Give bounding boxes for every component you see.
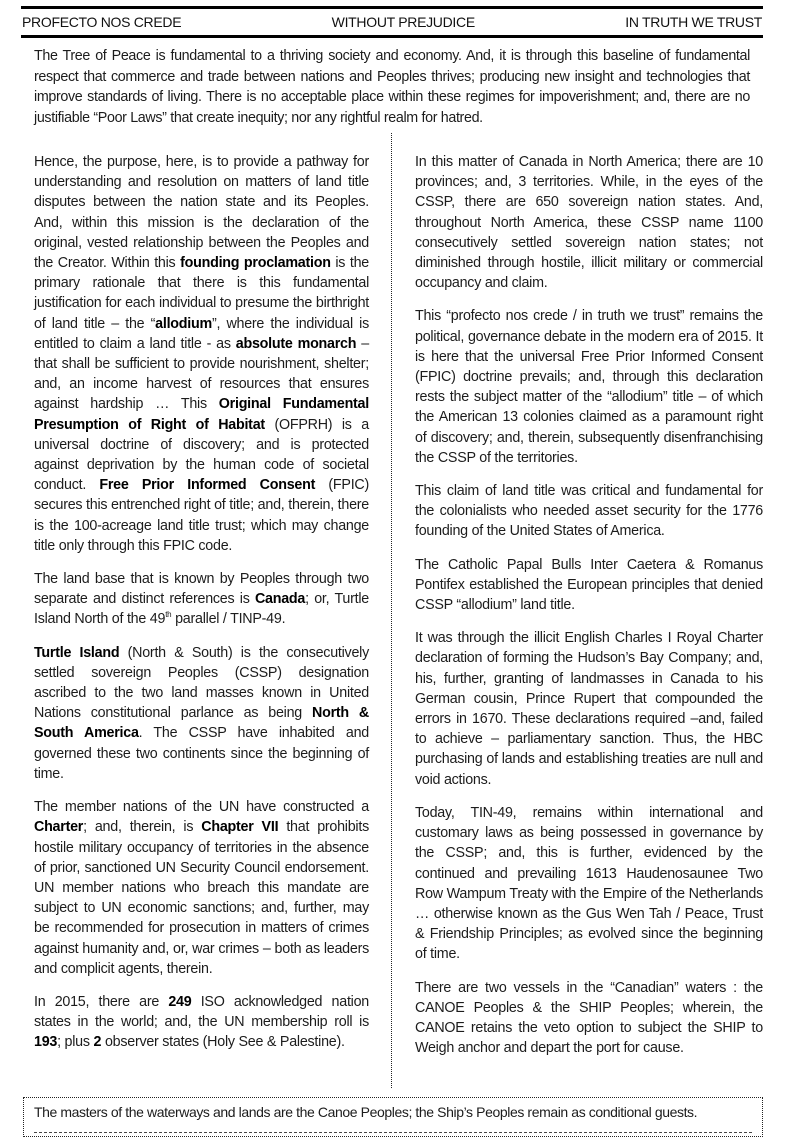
right-paragraph-6: Today, TIN-49, remains within international and customary laws as being possessed in governance by the CSSP; and, this is further, evidenced by the continued and prevailing 1613 Haudenosaunee Two Row Wampum Treaty with the Empire of the Netherlands … otherwise known as the Gus Wen Tah / Peace, Trust & Friendship Principles; as evolved since the beginning of time. [415,804,763,963]
bold-term: founding proclamation [180,255,331,272]
bold-term: allodium [155,315,212,332]
header-right-motto: IN TRUTH WE TRUST [625,14,762,30]
header-left-motto: PROFECTO NOS CREDE [22,14,182,30]
left-paragraph-5: In 2015, there are 249 ISO acknowledged nation states in the world; and, the UN membership roll is 193; plus 2 observer states (Holy See & Palestine). [34,993,369,1051]
bold-term: Charter [34,819,84,836]
right-paragraph-2: This “profecto nos crede / in truth we trust” remains the political, governance debate in the modern era of 2015. It is here that the universal Free Prior Informed Consent (FPIC) doctrine prevails; and, through this declaration rests the subject matter of the “allodium” title – of which the American 13 colonies claimed as a paramount right of discovery; and, therein, subsequently disenfranchising the CSSP of the territories. [415,308,763,466]
column-divider [391,133,392,1088]
intro-paragraph: The Tree of Peace is fundamental to a thriving society and economy. And, it is through this baseline of fundamental respect that commerce and trade between nations and Peoples thrives; producing new insight and technologies that improve standards of living. There is no acceptable place within these regimes for impoverishment; and, there are no justifiable “Poor Laws” that create inequity; nor any rightful realm for hatred. [34,48,750,126]
left-paragraph-2: The land base that is known by Peoples through two separate and distinct references is Canada; or, Turtle Island North of the 49th parallel / TINP-49. [34,571,369,628]
bold-number: 193 [34,1034,58,1051]
right-paragraph-4: The Catholic Papal Bulls Inter Caetera & Romanus Pontifex established the European principles that denied CSSP “allodium” land title. [415,556,763,614]
right-paragraph-3: This claim of land title was critical and fundamental for the colonialists who needed asset security for the 1776 founding of the United States of America. [415,483,763,540]
header-center-label: WITHOUT PREJUDICE [331,14,475,30]
right-paragraph-7: There are two vessels in the “Canadian” waters : the CANOE Peoples & the SHIP Peoples; wherein, the CANOE retains the veto option to subject the SHIP to Weigh anchor and depart the port for cause. [415,979,763,1057]
bold-term: Free Prior Informed Consent [99,477,316,494]
bold-number: 2 [93,1034,102,1051]
right-paragraph-1: In this matter of Canada in North America; there are 10 provinces; and, 3 territories. While, in the eyes of the CSSP, there are 650 sovereign nation states. And, throughout North America, these CSSP name 1100 consecutively settled sovereign nation states; not diminished through hostile, illicit military or commercial occupancy and claim. [415,154,763,292]
left-column [34,152,369,1066]
bold-term: Turtle Island [34,644,120,661]
footer-statement: The masters of the waterways and lands are the Canoe Peoples; the Ship’s Peoples remain as conditional guests. [34,1104,698,1120]
right-column [415,152,763,1071]
left-paragraph-4: The member nations of the UN have constructed a Charter; and, therein, is Chapter VII that prohibits hostile military occupancy of territories in the absence of prior, sanctioned UN Security Council endorsement. UN member nations who breach this mandate are subject to UN economic sanctions; and, further, may be recommended for prosecution in matters of crimes against humanity and, or, war crimes – both as leaders and complicit agents, therein. [34,799,369,977]
bold-term: Original Fundamental Presumption of Right of Habitat [34,396,369,433]
bold-term: North & South America [34,705,369,742]
bold-term: Chapter VII [201,819,279,836]
superscript: th [165,610,172,620]
document-header [21,6,763,38]
bold-term: Canada [254,591,306,608]
right-paragraph-5: It was through the illicit English Charles I Royal Charter declaration of forming the Hudson’s Bay Company; and, his, further, granting of landmasses in Canada to his German cousin, Prince Rupert that compounded the errors in 1670. These declarations required –and, failed to achieve – parliamentary sanction. Thus, the HBC purchasing of lands and establishing treaties are null and void actions. [415,630,763,788]
left-paragraph-3: Turtle Island (North & South) is the consecutively settled sovereign Peoples (CSSP) designation ascribed to the two land masses known in United Nations constitutional parlance as being North & South America. The CSSP have inhabited and governed these two continents since the beginning of time. [34,644,369,782]
bold-number: 249 [168,993,192,1010]
bold-term: absolute monarch [235,335,357,352]
left-paragraph-1: Hence, the purpose, here, is to provide a pathway for understanding and resolution on matters of land title disputes between the nation state and its Peoples. And, within this mission is the declaration of the original, vested relationship between the Peoples and the Creator. Within this founding proclamation is the primary rationale that there is this fundamental justification for each individual to presume the birthright of land title – the “allodium”, where the individual is entitled to claim a land title - as absolute monarch – that shall be sufficient to provide nourishment, shelter; and, an income harvest of resources that ensures against hardship … This Original Fundamental Presumption of Right of Habitat (OFPRH) is a universal doctrine of discovery; and is protected against deprivation by the human code of societal conduct. Free Prior Informed Consent (FPIC) secures this entrenched right of title; and, therein, there is the 100-acreage land title trust; which may change title only through this FPIC code. [34,154,370,554]
